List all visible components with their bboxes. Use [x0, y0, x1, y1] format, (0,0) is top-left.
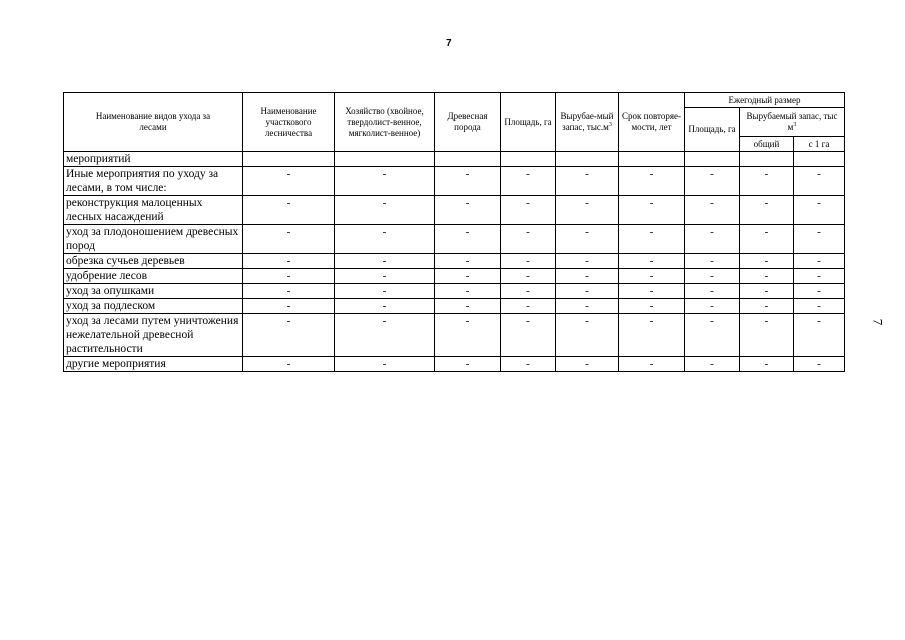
header-species: Древесная порода: [435, 93, 501, 152]
row-name: реконструкция малоценных лесных насаждений: [64, 196, 243, 225]
row-value: -: [435, 269, 501, 284]
header-annual-area: Площадь, га: [685, 108, 740, 152]
row-value: -: [243, 254, 335, 269]
row-value: -: [794, 269, 845, 284]
row-value: -: [556, 357, 619, 372]
page-number: 7: [446, 38, 452, 49]
row-value: -: [243, 269, 335, 284]
row-value: -: [685, 225, 740, 254]
row-value: -: [335, 167, 435, 196]
row-value: -: [243, 284, 335, 299]
side-page-number: 7: [870, 318, 886, 326]
row-value: -: [501, 254, 556, 269]
header-economy: Хозяйство (хвойное, твердолист-венное, мягколист-венное): [335, 93, 435, 152]
row-value: -: [435, 357, 501, 372]
row-value: -: [243, 357, 335, 372]
row-value: -: [335, 269, 435, 284]
row-value: -: [556, 269, 619, 284]
row-value: -: [794, 225, 845, 254]
row-value: -: [740, 254, 794, 269]
row-value: -: [740, 299, 794, 314]
header-area: Площадь, га: [501, 93, 556, 152]
row-value: -: [685, 284, 740, 299]
row-value: -: [243, 196, 335, 225]
row-value: -: [556, 167, 619, 196]
row-value: -: [556, 254, 619, 269]
row-value: -: [243, 299, 335, 314]
row-value: -: [243, 167, 335, 196]
row-value: -: [794, 299, 845, 314]
row-value: -: [619, 269, 685, 284]
row-value: -: [435, 225, 501, 254]
row-value: -: [619, 357, 685, 372]
row-value: -: [619, 196, 685, 225]
row-value: -: [794, 196, 845, 225]
row-value: -: [243, 314, 335, 357]
row-value: [335, 152, 435, 167]
row-value: -: [243, 225, 335, 254]
row-value: -: [794, 357, 845, 372]
row-value: -: [685, 196, 740, 225]
table-row: [64, 284, 845, 299]
row-value: -: [501, 314, 556, 357]
row-value: -: [619, 314, 685, 357]
row-value: -: [685, 314, 740, 357]
row-value: -: [619, 225, 685, 254]
row-value: [685, 152, 740, 167]
table-row: [64, 357, 845, 372]
row-value: -: [794, 254, 845, 269]
row-value: -: [685, 357, 740, 372]
row-name: уход за лесами путем уничтожения нежелательной древесной растительности: [64, 314, 243, 357]
table-row: [64, 152, 845, 167]
row-value: -: [501, 225, 556, 254]
table-row: [64, 299, 845, 314]
row-value: -: [435, 299, 501, 314]
row-value: -: [501, 167, 556, 196]
row-value: -: [556, 314, 619, 357]
row-name: удобрение лесов: [64, 269, 243, 284]
row-value: [243, 152, 335, 167]
row-value: -: [740, 225, 794, 254]
header-forestry: Наименование участкового лесничества: [243, 93, 335, 152]
header-per-ha: с 1 га: [794, 137, 845, 152]
row-value: -: [435, 284, 501, 299]
row-value: -: [335, 196, 435, 225]
row-value: -: [556, 299, 619, 314]
row-value: -: [435, 314, 501, 357]
row-name: уход за опушками: [64, 284, 243, 299]
row-value: -: [435, 196, 501, 225]
row-value: [619, 152, 685, 167]
row-value: -: [740, 314, 794, 357]
row-value: -: [556, 196, 619, 225]
row-value: [794, 152, 845, 167]
row-value: -: [335, 225, 435, 254]
table-row: [64, 167, 845, 196]
table-row: [64, 196, 845, 225]
row-value: [435, 152, 501, 167]
row-value: -: [435, 167, 501, 196]
row-value: -: [335, 357, 435, 372]
row-value: -: [435, 254, 501, 269]
row-value: -: [685, 299, 740, 314]
row-value: -: [619, 299, 685, 314]
row-value: -: [740, 357, 794, 372]
row-value: -: [740, 167, 794, 196]
row-value: -: [619, 167, 685, 196]
row-value: -: [685, 167, 740, 196]
row-value: -: [740, 196, 794, 225]
row-name: другие мероприятия: [64, 357, 243, 372]
row-value: -: [501, 284, 556, 299]
row-value: -: [501, 357, 556, 372]
row-value: -: [501, 196, 556, 225]
row-value: -: [685, 269, 740, 284]
row-value: [740, 152, 794, 167]
row-value: -: [501, 269, 556, 284]
table-row: [64, 269, 845, 284]
row-name: уход за плодоношением древесных пород: [64, 225, 243, 254]
row-value: -: [685, 254, 740, 269]
row-value: -: [556, 284, 619, 299]
forest-care-table: [63, 92, 845, 372]
row-value: -: [794, 167, 845, 196]
row-value: [501, 152, 556, 167]
row-name: мероприятий: [64, 152, 243, 167]
header-name: Наименование видов ухода за лесами: [64, 93, 243, 152]
row-value: -: [794, 314, 845, 357]
row-value: -: [619, 284, 685, 299]
row-name: обрезка сучьев деревьев: [64, 254, 243, 269]
header-annual: Ежегодный размер: [685, 93, 845, 108]
row-value: -: [501, 299, 556, 314]
row-value: -: [794, 284, 845, 299]
row-value: -: [335, 284, 435, 299]
table-row: [64, 314, 845, 357]
header-annual-stock: Вырубаемый запас, тыс $м^3$: [740, 108, 845, 137]
row-name: уход за подлеском: [64, 299, 243, 314]
row-value: -: [556, 225, 619, 254]
row-value: -: [335, 254, 435, 269]
row-value: -: [740, 269, 794, 284]
row-value: -: [619, 254, 685, 269]
table-row: [64, 254, 845, 269]
table-row: [64, 225, 845, 254]
header-period: Срок повторяе-мости, лет: [619, 93, 685, 152]
row-value: -: [335, 299, 435, 314]
row-value: -: [335, 314, 435, 357]
row-name: Иные мероприятия по уходу за лесами, в том числе:: [64, 167, 243, 196]
row-value: -: [740, 284, 794, 299]
row-value: [556, 152, 619, 167]
header-stock: Вырубае-мый запас, $тыс.м^3$: [556, 93, 619, 152]
header-total: общий: [740, 137, 794, 152]
